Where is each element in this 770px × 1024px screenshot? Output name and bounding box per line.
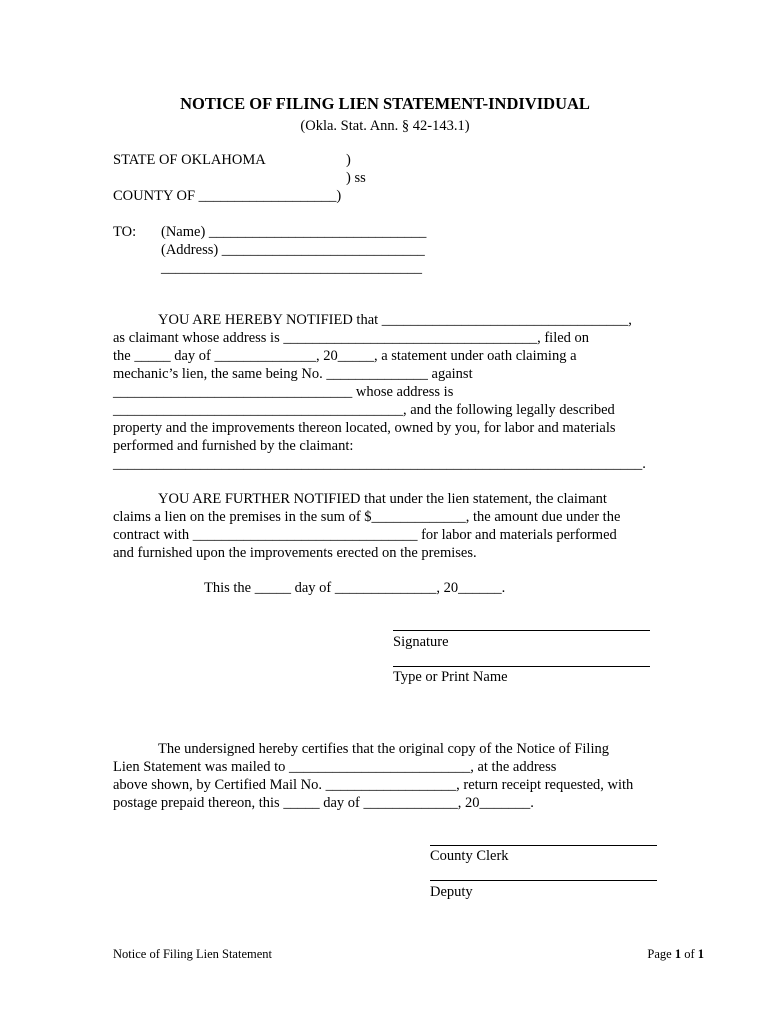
further-line: contract with _______________________________ for labor and materials performed xyxy=(113,527,617,543)
notice-line: property and the improvements thereon located, owned by you, for labor and materials xyxy=(113,420,616,436)
notice-line: the _____ day of ______________, 20_____, a statement under oath claiming a xyxy=(113,348,577,364)
county-field[interactable]: COUNTY OF ___________________) xyxy=(113,188,342,204)
notice-line: _________________________________ whose address is xyxy=(113,384,454,400)
page-of: of xyxy=(681,947,698,961)
county-clerk-line[interactable] xyxy=(430,845,657,846)
certification-line: Lien Statement was mailed to _________________________, at the address xyxy=(113,759,557,775)
signature-label: Signature xyxy=(393,634,449,650)
print-name-line[interactable] xyxy=(393,666,650,667)
notice-line: performed and furnished by the claimant: xyxy=(113,438,354,454)
certification-line: postage prepaid thereon, this _____ day of _____________, 20_______. xyxy=(113,795,534,811)
state-label: STATE OF OKLAHOMA xyxy=(113,152,266,168)
further-line: claims a lien on the premises in the sum of $_____________, the amount due under the xyxy=(113,509,621,525)
county-clerk-label: County Clerk xyxy=(430,848,509,864)
notice-line: YOU ARE HEREBY NOTIFIED that __________________________________, xyxy=(158,312,632,328)
to-address-field[interactable]: (Address) ____________________________ xyxy=(161,242,425,258)
venue-ss: ) ss xyxy=(346,170,366,186)
further-line: YOU ARE FURTHER NOTIFIED that under the lien statement, the claimant xyxy=(158,491,607,507)
notice-line: as claimant whose address is ___________________________________, filed on xyxy=(113,330,590,346)
to-name-field[interactable]: (Name) ______________________________ xyxy=(161,224,427,240)
page-total: 1 xyxy=(697,947,704,961)
notice-line: mechanic’s lien, the same being No. ______________ against xyxy=(113,366,473,382)
footer-title: Notice of Filing Lien Statement xyxy=(113,947,272,961)
certification-line: The undersigned hereby certifies that the original copy of the Notice of Filing xyxy=(158,741,609,757)
statute-citation: (Okla. Stat. Ann. § 42-143.1) xyxy=(300,118,470,134)
signature-line[interactable] xyxy=(393,630,650,631)
print-name-label: Type or Print Name xyxy=(393,669,508,685)
deputy-line[interactable] xyxy=(430,880,657,881)
certification-line: above shown, by Certified Mail No. __________________, return receipt requested, with xyxy=(113,777,634,793)
notice-line: ________________________________________, and the following legally described xyxy=(113,402,615,418)
venue-paren: ) xyxy=(346,152,351,168)
to-address-line2-field[interactable]: ____________________________________ xyxy=(161,260,422,276)
document-title: NOTICE OF FILING LIEN STATEMENT-INDIVIDUAL xyxy=(180,94,590,113)
page-current: 1 xyxy=(674,947,682,961)
to-label: TO: xyxy=(113,224,137,240)
page-number xyxy=(647,945,704,963)
further-line: and furnished upon the improvements erected on the premises. xyxy=(113,545,477,561)
date-line: This the _____ day of ______________, 20______. xyxy=(204,580,506,596)
page-prefix: Page xyxy=(647,947,675,961)
notice-line: _________________________________________________________________________. xyxy=(113,456,646,472)
deputy-label: Deputy xyxy=(430,884,473,900)
